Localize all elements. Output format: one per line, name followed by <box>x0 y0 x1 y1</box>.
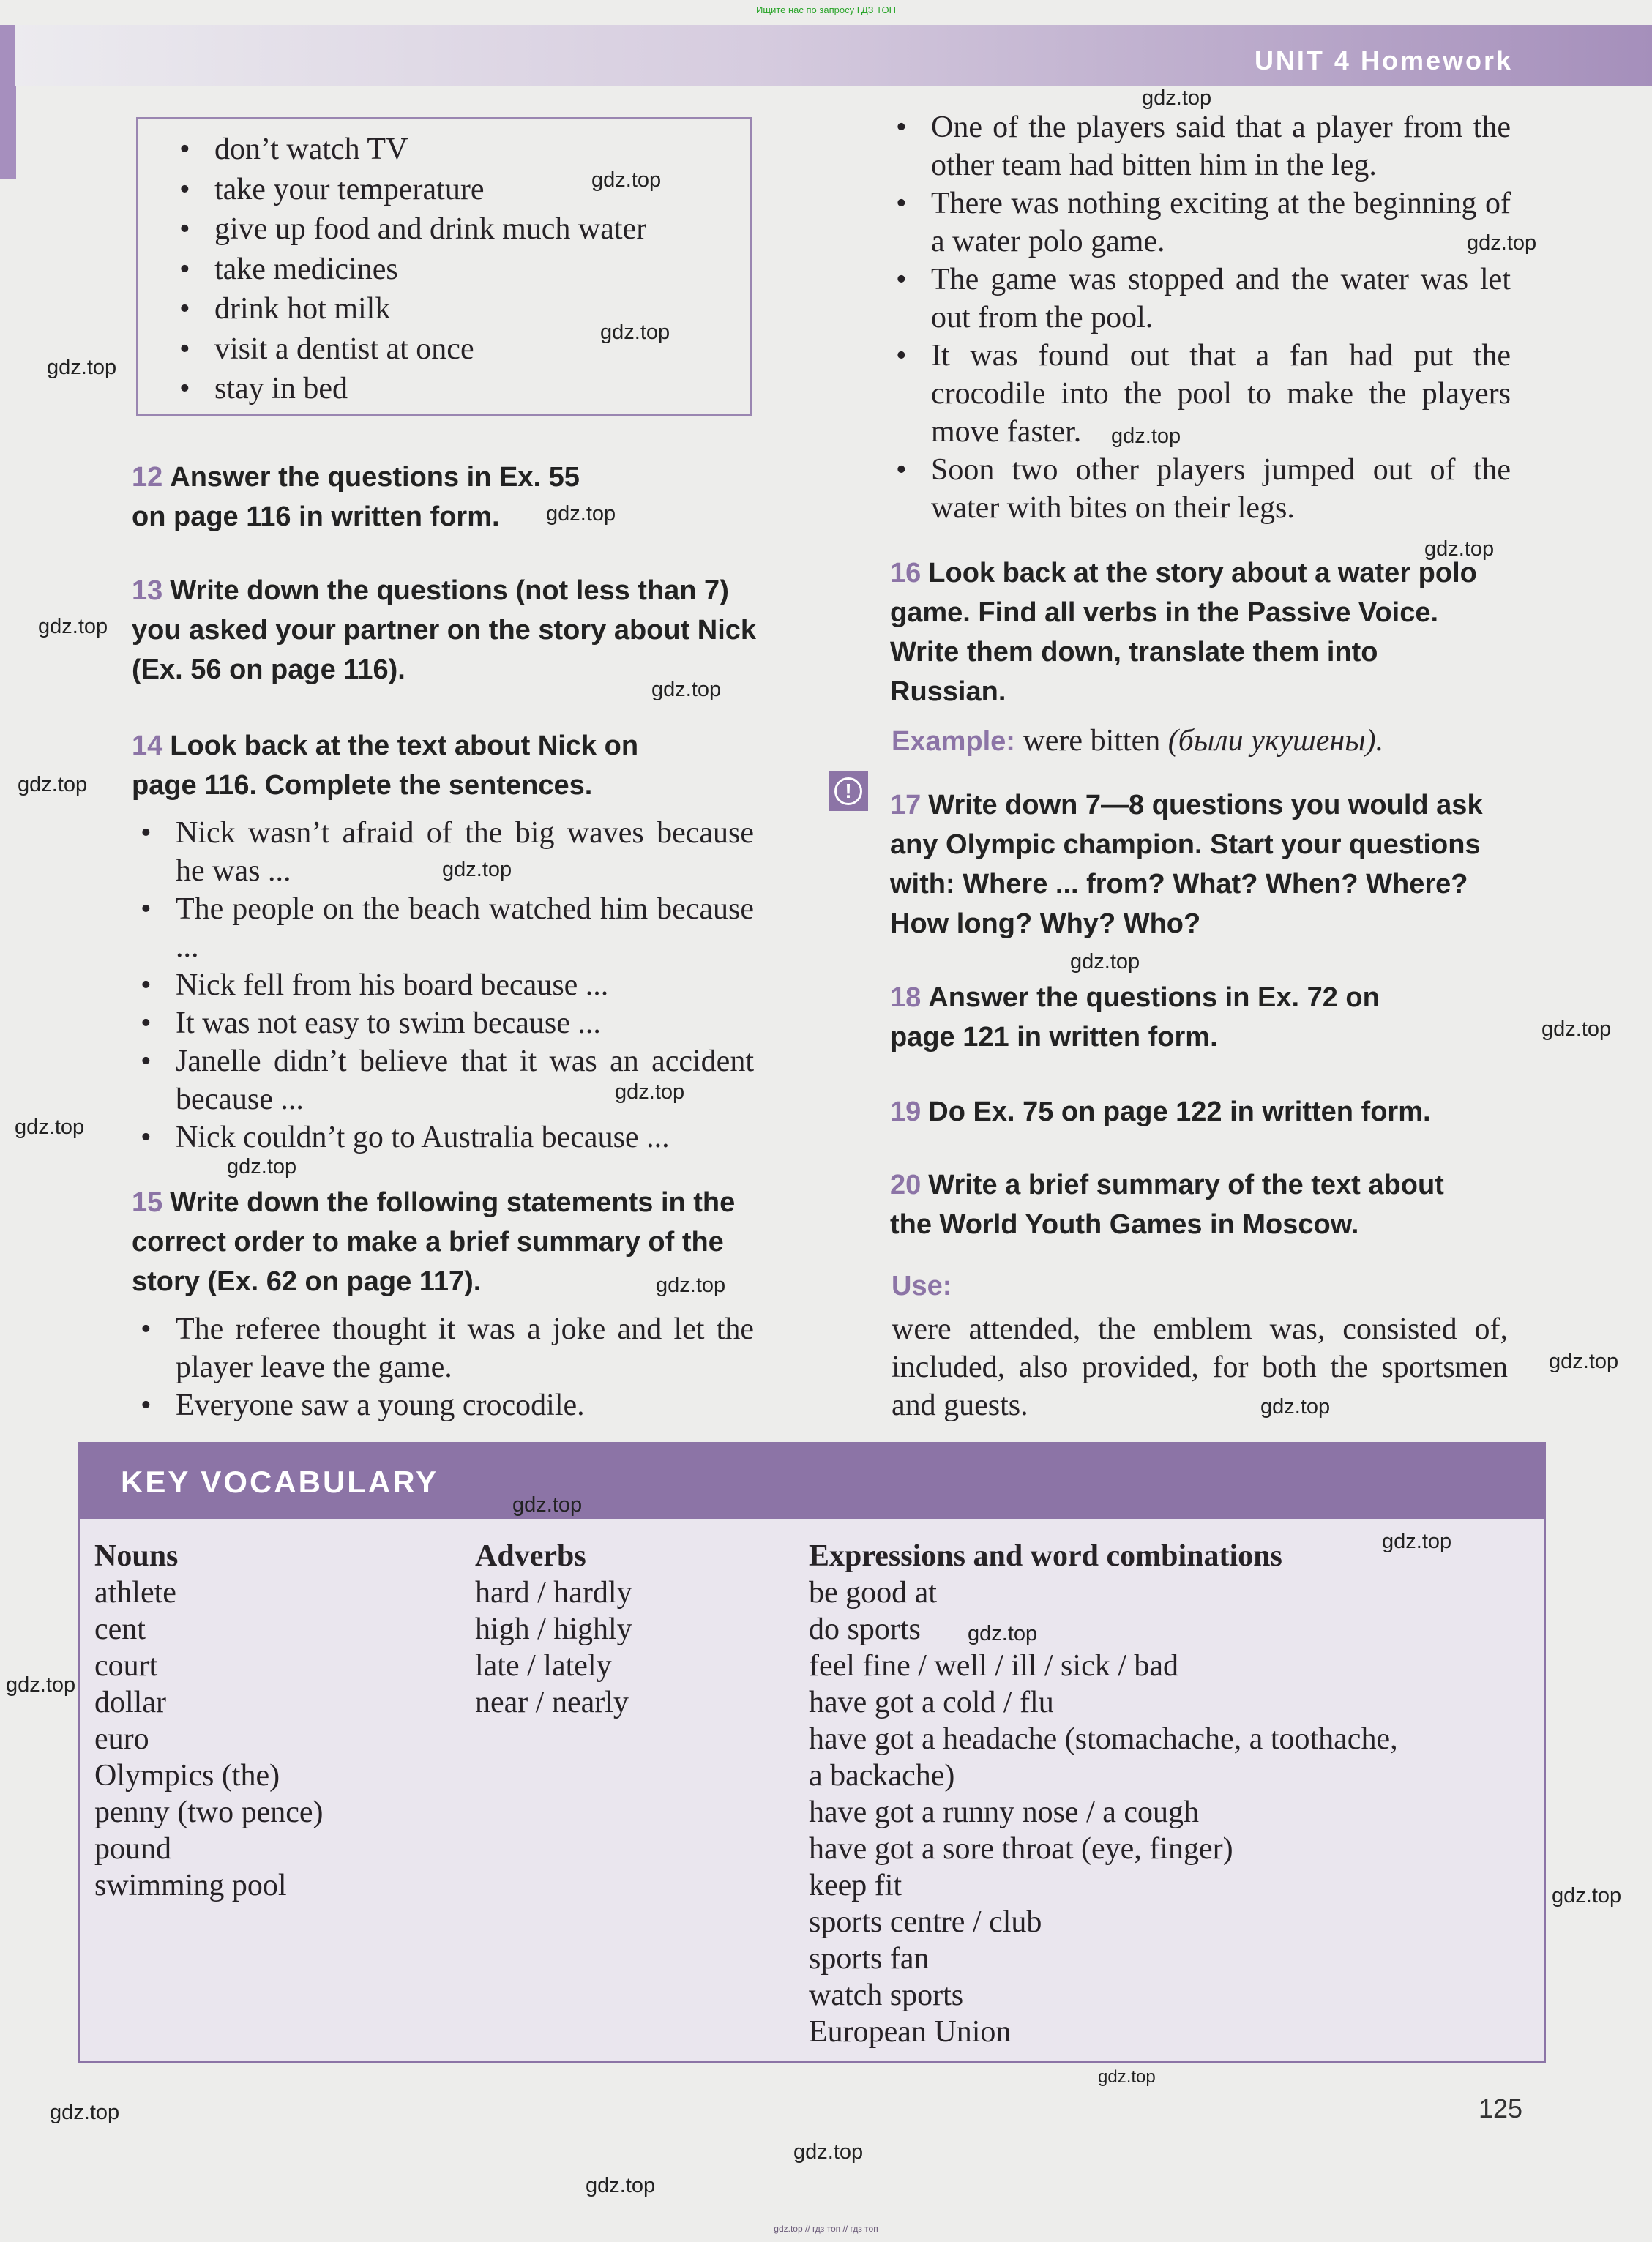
list-item: • Nick wasn’t afraid of the big waves because he was ... <box>135 814 754 890</box>
list-item: do sports <box>809 1613 921 1646</box>
exercise-number: 16 <box>890 558 922 588</box>
list-item: feel fine / well / ill / sick / bad <box>809 1649 1179 1683</box>
watermark: gdz.top <box>1424 537 1495 561</box>
key-vocabulary-title: KEY VOCABULARY <box>121 1465 439 1499</box>
watermark: gdz.top <box>38 615 108 638</box>
list-item: • The referee thought it was a joke and let the player leave the game. <box>135 1310 754 1386</box>
watermark: gdz.top <box>227 1155 297 1178</box>
list-item: sports fan <box>809 1942 930 1976</box>
watermark: gdz.top <box>1070 950 1140 974</box>
exercise-19 <box>890 1092 1534 1132</box>
list-item: have got a cold / flu <box>809 1686 1054 1719</box>
exercise-17 <box>890 785 1490 943</box>
adverbs-heading: Adverbs <box>475 1539 586 1573</box>
watermark: gdz.top <box>1142 86 1212 110</box>
list-item: dollar <box>94 1686 166 1719</box>
page-number: 125 <box>1479 2093 1523 2123</box>
list-item: European Union <box>809 2015 1012 2049</box>
list-item: • It was not easy to swim because ... <box>135 1004 754 1042</box>
watermark: gdz.top <box>1098 2067 1156 2087</box>
list-item: have got a runny nose / a cough <box>809 1796 1200 1829</box>
list-item: • Nick couldn’t go to Australia because ... <box>135 1118 754 1157</box>
list-item: • don’t watch TV <box>173 130 646 170</box>
watermark: gdz.top <box>656 1274 726 1297</box>
exercise-number: 19 <box>890 1096 922 1127</box>
list-item: have got a sore throat (eye, finger) <box>809 1832 1233 1866</box>
unit-title: UNIT 4 Homework <box>1254 45 1513 75</box>
list-item: • The game was stopped and the water was let out from the pool. <box>890 261 1511 337</box>
list-item: have got a headache (stomachache, a toothache, <box>809 1722 1398 1756</box>
watermark: gdz.top <box>50 2101 120 2124</box>
watermark: gdz.top <box>591 168 662 192</box>
exercise-text: Do Ex. 75 on page 122 in written form. <box>928 1096 1431 1127</box>
exercise-text: Write a brief summary of the text about the World Youth Games in Moscow. <box>890 1170 1444 1240</box>
watermark: gdz.top <box>651 678 722 701</box>
list-item: cent <box>94 1613 146 1646</box>
list-item: high / highly <box>475 1613 632 1646</box>
nouns-heading: Nouns <box>94 1539 179 1573</box>
exercise-number: 13 <box>132 575 163 606</box>
summary-statements-list <box>890 108 1511 527</box>
list-item: a backache) <box>809 1759 955 1793</box>
key-vocabulary-box <box>78 1442 1546 2063</box>
exercise-text: Write down the following statements in the correct order to make a brief summary of the story (Ex. 62 on page 117). <box>132 1187 736 1297</box>
list-item: • visit a dentist at once <box>173 329 646 370</box>
list-item: • Everyone saw a young crocodile. <box>135 1386 754 1424</box>
exercise-18 <box>890 978 1417 1057</box>
list-item: keep fit <box>809 1869 902 1902</box>
watermark: gdz.top <box>47 356 117 379</box>
watermark: gdz.top <box>1541 1017 1612 1041</box>
advice-list <box>173 130 646 409</box>
list-item: • stay in bed <box>173 369 646 409</box>
exercise-20 <box>890 1165 1490 1244</box>
watermark: gdz.top <box>1552 1884 1622 1907</box>
exercise-text: Answer the questions in Ex. 72 on page 121 in written form. <box>890 982 1380 1053</box>
list-item: be good at <box>809 1576 937 1610</box>
exclamation-icon: ! <box>829 771 868 811</box>
exercise-16 <box>890 553 1490 711</box>
list-item: Olympics (the) <box>94 1759 280 1793</box>
exercise-text: Look back at the text about Nick on page 116. Complete the sentences. <box>132 730 639 801</box>
example-translation: (были укушены). <box>1167 724 1384 758</box>
list-item: penny (two pence) <box>94 1796 324 1829</box>
list-item: athlete <box>94 1576 176 1610</box>
example-line <box>892 722 1521 761</box>
list-item: • One of the players said that a player from the other team had bitten him in the leg. <box>890 108 1511 184</box>
watermark: gdz.top <box>586 2174 656 2197</box>
use-text: were attended, the emblem was, consisted of, included, also provided, for both the sportsmen and guests. <box>892 1312 1508 1422</box>
exercise-number: 20 <box>890 1170 922 1200</box>
watermark: gdz.top <box>15 1116 85 1139</box>
watermark: gdz.top <box>968 1622 1038 1645</box>
list-item: • It was found out that a fan had put the crocodile into the pool to make the players move faster. <box>890 337 1511 451</box>
watermark: gdz.top <box>600 321 670 344</box>
list-item: • take your temperature <box>173 170 646 210</box>
list-item: sports centre / club <box>809 1905 1042 1939</box>
watermark: gdz.top <box>18 773 88 796</box>
advice-box <box>136 117 752 416</box>
watermark: gdz.top <box>512 1493 583 1517</box>
list-item: watch sports <box>809 1978 964 2012</box>
example-text: were bitten <box>1023 724 1161 758</box>
list-item: • take medicines <box>173 250 646 290</box>
adverbs-column <box>475 1538 632 1721</box>
bottom-note: gdz.top // гдз топ // гдз топ <box>774 2224 878 2234</box>
exercise-14 <box>132 726 688 805</box>
expressions-column <box>809 1538 1398 2050</box>
watermark: gdz.top <box>1549 1350 1619 1373</box>
list-item: • drink hot milk <box>173 289 646 329</box>
watermark: gdz.top <box>1260 1395 1331 1419</box>
exercise-number: 12 <box>132 462 163 493</box>
list-item: hard / hardly <box>475 1576 632 1610</box>
exercise-15-list <box>135 1310 754 1424</box>
list-item: • The people on the beach watched him because ... <box>135 890 754 966</box>
exercise-number: 18 <box>890 982 922 1013</box>
exercise-text: Look back at the story about a water polo game. Find all verbs in the Passive Voice. Write them down, translate them into Russian. <box>890 558 1477 707</box>
watermark: gdz.top <box>1467 231 1537 255</box>
list-item: swimming pool <box>94 1869 287 1902</box>
list-item: near / nearly <box>475 1686 629 1719</box>
watermark: gdz.top <box>442 858 512 881</box>
exercise-12 <box>132 457 615 537</box>
watermark: gdz.top <box>1111 425 1181 448</box>
list-item: • Nick fell from his board because ... <box>135 966 754 1004</box>
watermark: gdz.top <box>6 1673 76 1697</box>
key-vocabulary-header <box>80 1444 1544 1519</box>
exercise-number: 14 <box>132 730 163 761</box>
top-note[interactable]: Ищите нас по запросу ГДЗ ТОП <box>756 4 896 15</box>
exercise-text: Answer the questions in Ex. 55 on page 116 in written form. <box>132 462 580 532</box>
watermark: gdz.top <box>615 1080 685 1104</box>
example-label: Example: <box>892 726 1015 757</box>
exercise-text: Write down the questions (not less than 7) you asked your partner on the story about Nick (Ex. 56 on page 116). <box>132 575 757 685</box>
list-item: • Janelle didn’t believe that it was an accident because ... <box>135 1042 754 1118</box>
list-item: court <box>94 1649 158 1683</box>
nouns-column <box>94 1538 324 1904</box>
side-band <box>0 25 16 179</box>
expressions-heading: Expressions and word combinations <box>809 1539 1282 1573</box>
list-item: pound <box>94 1832 171 1866</box>
exercise-13 <box>132 571 761 690</box>
exercise-number: 15 <box>132 1187 163 1218</box>
list-item: • give up food and drink much water <box>173 209 646 250</box>
exercise-number: 17 <box>890 790 922 821</box>
exercise-text: Write down 7—8 questions you would ask any Olympic champion. Start your questions with: Where ... from? What? When? Where? How long? Why? Who? <box>890 790 1483 939</box>
watermark: gdz.top <box>1382 1530 1452 1553</box>
list-item: euro <box>94 1722 149 1756</box>
list-item: • Soon two other players jumped out of the water with bites on their legs. <box>890 451 1511 527</box>
list-item: late / lately <box>475 1649 612 1683</box>
watermark: gdz.top <box>793 2140 864 2164</box>
watermark: gdz.top <box>546 502 616 526</box>
list-item: • There was nothing exciting at the beginning of a water polo game. <box>890 184 1511 261</box>
use-label: Use: <box>892 1271 952 1301</box>
